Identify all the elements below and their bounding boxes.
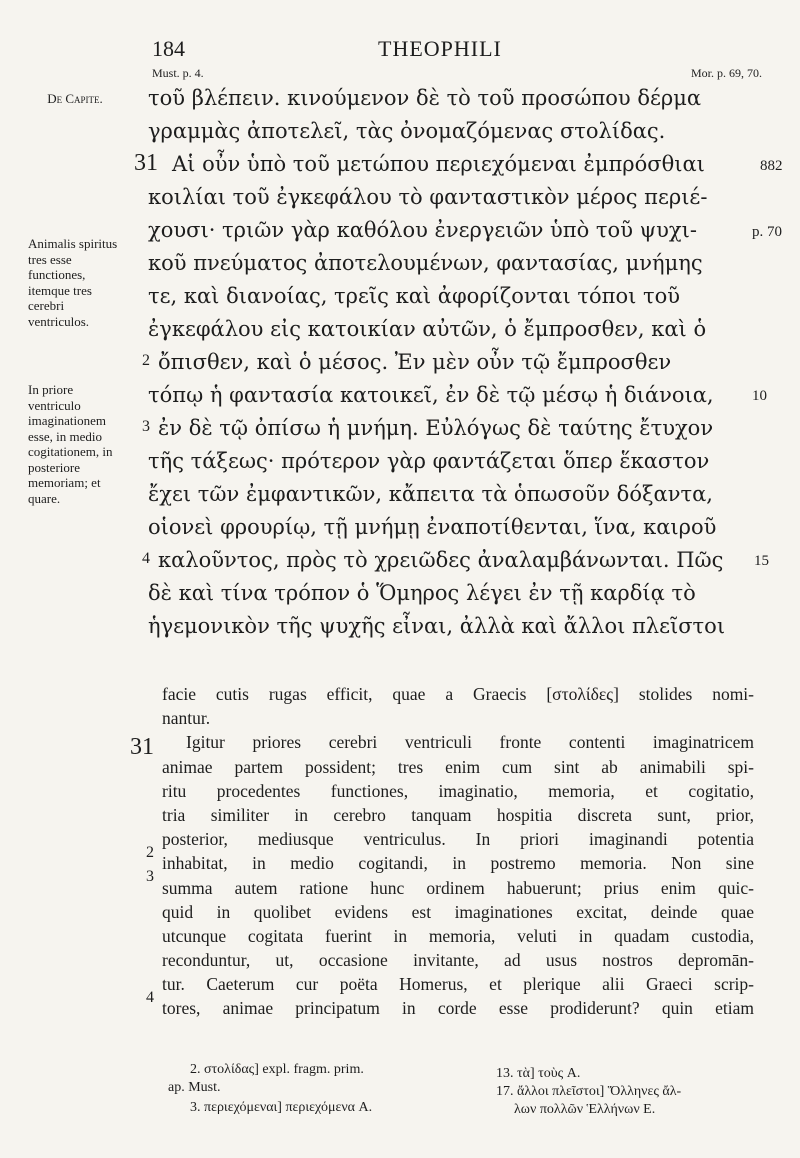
latin-line: utcunque cogitata fuerint in memoria, veluti in quadam custodia, (162, 925, 754, 946)
greek-line: ἐγκεφάλου εἰς κατοικίαν αὐτῶν, ὁ ἔμπροσθεν, καὶ ὁ (148, 317, 707, 341)
latin-line: facie cutis rugas efficit, quae a Graecis [στολίδες] stolides nomi- (162, 684, 754, 704)
latin-line: posterior, mediusque ventriculus. In priori imaginandi potentia (162, 829, 754, 850)
latin-line: quid in quolibet evidens est imaginationes excitat, deinde quae (162, 901, 754, 922)
greek-line: ἡγεμονικὸν τῆς ψυχῆς εἶναι, ἀλλὰ καὶ ἄλλοι πλεῖστοι (148, 614, 726, 638)
edition-ref-left: Must. p. 4. (152, 66, 204, 80)
greek-line: δὲ καὶ τίνα τρόπον ὁ Ὅμηρος λέγει ἐν τῇ καρδίᾳ τὸ (148, 581, 696, 605)
greek-line: τε, καὶ διανοίας, τρεῖς καὶ ἀφορίζονται τόποι τοῦ (148, 284, 681, 308)
line-number-15: 15 (754, 553, 769, 569)
latin-line: nantur. (162, 708, 211, 729)
greek-line: κοιλίαι τοῦ ἐγκεφάλου τὸ φανταστικὸν μέρος περιέ- (148, 185, 708, 209)
greek-line: τόπῳ ἡ φαντασία κατοικεῖ, ἐν δὲ τῷ μέσῳ ἡ διάνοια, (148, 383, 714, 407)
ref-page-70: p. 70 (752, 224, 782, 240)
greek-line: κοῦ πνεύματος ἀποτελουμένων, φαντασίας, μνήμης (148, 251, 703, 275)
line-number-10: 10 (752, 388, 767, 404)
greek-line: καλοῦντος, πρὸς τὸ χρειῶδες ἀναλαμβάνωνται. Πῶς (158, 548, 724, 572)
side-title: De Capite. (47, 91, 103, 106)
latin-line: ritu procedentes functiones, imaginatio, memoria, et cogitatio, (162, 780, 754, 801)
greek-line: ἐν δὲ τῷ ὀπίσω ἡ μνήμη. Εὐλόγως δὲ ταύτης ἔτυχον (158, 416, 714, 440)
footnote-3: 13. τὰ] τοὺς A. (496, 1066, 581, 1081)
page-number: 184 (152, 36, 185, 61)
greek-line-number: 4 (142, 550, 150, 567)
greek-line: τῆς τάξεως· πρότερον γὰρ φαντάζεται ὅπερ ἕκαστον (148, 449, 710, 473)
latin-line-number: 4 (146, 989, 154, 1006)
greek-line-number: 3 (142, 418, 150, 435)
latin-line-number: 3 (146, 868, 154, 885)
footnote-2: 3. περιεχόμεναι] περιεχόμενα A. (190, 1100, 373, 1115)
latin-line: Igitur priores cerebri ventriculi fronte contenti imaginatricem (186, 732, 754, 753)
latin-section-number: 31 (130, 734, 154, 760)
latin-line: reconduntur, ut, occasione invitante, ad usus nostros depromān- (162, 950, 754, 971)
greek-line: χουσι· τριῶν γὰρ καθόλου ἐνεργειῶν ὑπὸ τοῦ ψυχι- (148, 218, 697, 242)
greek-line: τοῦ βλέπειν. κινούμενον δὲ τὸ τοῦ προσώπου δέρμα (148, 86, 702, 110)
latin-line: animae partem possident; tres enim cum sint ab animabili spi- (162, 756, 754, 777)
greek-section-number: 31 (134, 150, 158, 176)
greek-line: οἱονεὶ φρουρίῳ, τῇ μνήμῃ ἐναποτίθενται, ἵνα, καιροῦ (148, 515, 717, 539)
footnote-1: 2. στολίδας] expl. fragm. prim. (190, 1062, 364, 1077)
footnote-1-cont: ap. Must. (168, 1080, 221, 1095)
footnote-4-cont: λων πολλῶν Ἑλλήνων E. (514, 1102, 656, 1117)
running-title: THEOPHILI (378, 36, 502, 61)
ref-number-882: 882 (760, 158, 783, 174)
greek-line: γραμμὰς ἀποτελεῖ, τὰς ὀνομαζόμενας στολίδας. (148, 119, 666, 143)
latin-line: inhabitat, in medio cogitandi, in postremo memoria. Non sine (162, 853, 754, 874)
latin-translation (162, 682, 754, 1021)
margin-note-1: Animalis spiritus tres esse functiones, itemque tres cerebri ventriculos. (28, 236, 118, 329)
latin-line: summa autem ratione hunc ordinem habuerunt; prius enim quic- (162, 877, 754, 898)
edition-ref-right: Mor. p. 69, 70. (690, 66, 762, 80)
margin-note-2: In priore ventriculo imaginationem esse, in medio cogitationem, in posteriore memoriam; et quare. (28, 382, 113, 506)
latin-line: tur. Caeterum cur poëta Homerus, et plerique alii Graeci scrip- (162, 974, 754, 995)
greek-line: Αἱ οὖν ὑπὸ τοῦ μετώπου περιεχόμεναι ἐμπρόσθιαι (172, 152, 705, 176)
greek-line: ὄπισθεν, καὶ ὁ μέσος. Ἐν μὲν οὖν τῷ ἔμπροσθεν (158, 350, 672, 374)
latin-line: tria similiter in cerebro tanquam hospitia discreta sunt, prior, (162, 804, 754, 825)
footnote-4: 17. ἄλλοι πλεῖστοι] Ὅλληνες ἄλ- (496, 1084, 682, 1099)
latin-line-number: 2 (146, 844, 154, 861)
greek-line-number: 2 (142, 352, 150, 369)
greek-line: ἔχει τῶν ἐμφαντικῶν, κἄπειτα τὰ ὁπωσοῦν δόξαντα, (148, 482, 713, 506)
latin-line: tores, animae principatum in corde esse prodiderunt? quin etiam (162, 998, 754, 1019)
